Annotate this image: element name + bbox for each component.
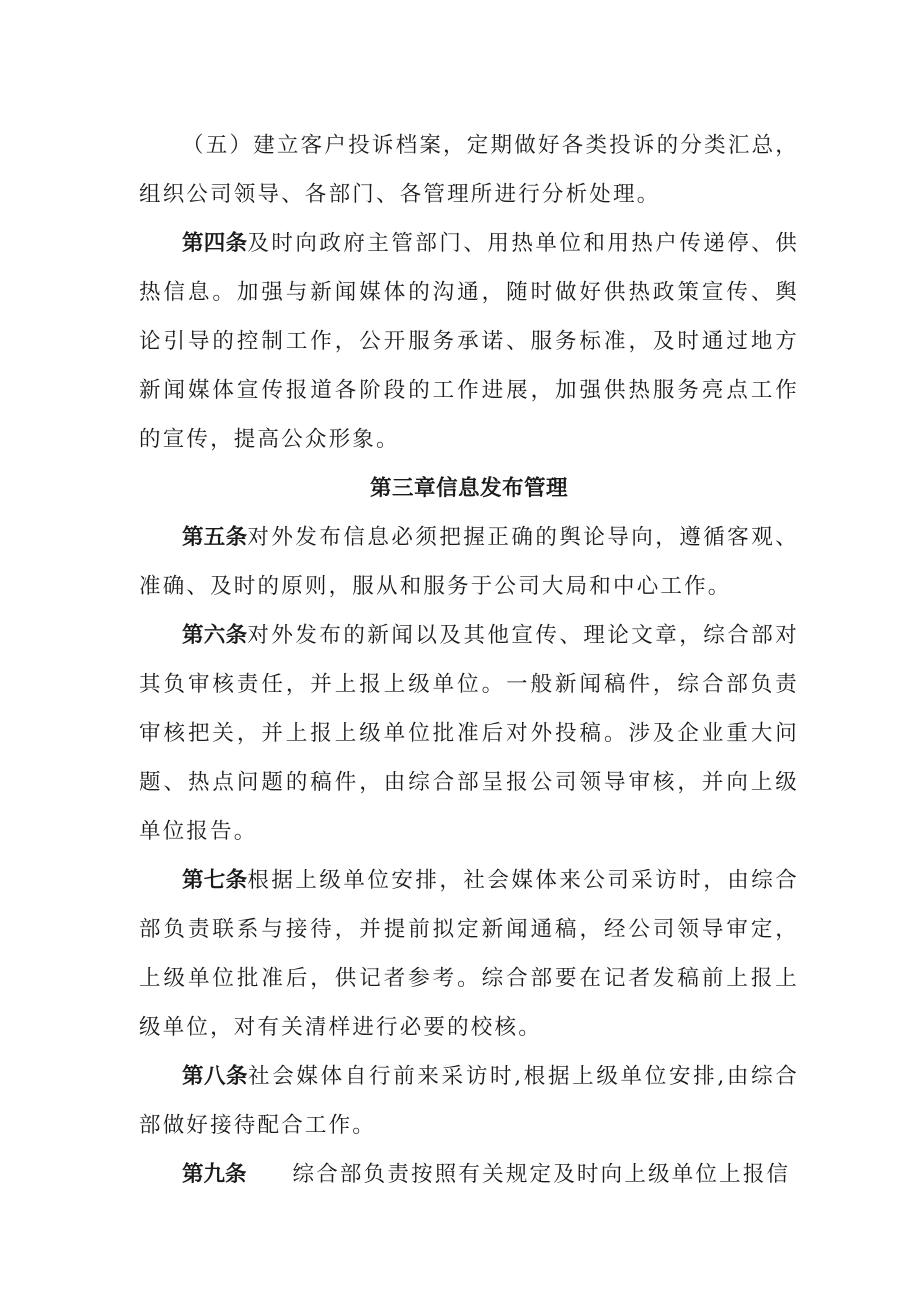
article-text: 及时向政府主管部门、用热单位和用热户传递停、供热信息。加强与新闻媒体的沟通，随时做好供热政策宣传、舆论引导的控制工作，公开服务承诺、服务标准，及时通过地方新闻媒体宣传报道各阶段的工作进展，加强供热服务亮点工作的宣传，提高公众形象。 bbox=[139, 231, 799, 452]
paragraph-item-5 bbox=[139, 121, 799, 219]
article-label: 第七条 bbox=[182, 868, 248, 893]
article-label: 第四条 bbox=[182, 231, 248, 256]
paragraph-article-9 bbox=[139, 1150, 799, 1199]
article-text: 根据上级单位安排，社会媒体来公司采访时，由综合部负责联系与接待，并提前拟定新闻通稿，经公司领导审定，上级单位批准后，供记者参考。综合部要在记者发稿前上报上级单位，对有关清样进行必要的校核。 bbox=[139, 868, 799, 1040]
paragraph-article-7 bbox=[139, 856, 799, 1052]
document-body bbox=[139, 121, 799, 1199]
paragraph-article-4 bbox=[139, 219, 799, 464]
paragraph-article-6 bbox=[139, 611, 799, 856]
article-text: 对外发布信息必须把握正确的舆论导向，遵循客观、准确、及时的原则，服从和服务于公司大局和中心工作。 bbox=[139, 525, 799, 599]
paragraph-text: （五）建立客户投诉档案，定期做好各类投诉的分类汇总，组织公司领导、各部门、各管理所进行分析处理。 bbox=[139, 133, 799, 207]
article-label: 第九条 bbox=[182, 1162, 247, 1187]
article-label: 第五条 bbox=[182, 525, 248, 550]
article-label: 第八条 bbox=[182, 1064, 249, 1089]
chapter-title: 第三章信息发布管理 bbox=[369, 476, 568, 501]
paragraph-article-5 bbox=[139, 513, 799, 611]
article-text: 对外发布的新闻以及其他宣传、理论文章，综合部对其负审核责任，并上报上级单位。一般新闻稿件，综合部负责审核把关，并上报上级单位批准后对外投稿。涉及企业重大问题、热点问题的稿件，由综合部呈报公司领导审核，并向上级单位报告。 bbox=[139, 623, 799, 844]
article-label: 第六条 bbox=[182, 623, 248, 648]
article-text: 综合部负责按照有关规定及时向上级单位上报信 bbox=[292, 1162, 791, 1187]
article-text: 社会媒体自行前来采访时,根据上级单位安排,由综合部做好接待配合工作。 bbox=[139, 1064, 799, 1138]
paragraph-article-8 bbox=[139, 1052, 799, 1150]
